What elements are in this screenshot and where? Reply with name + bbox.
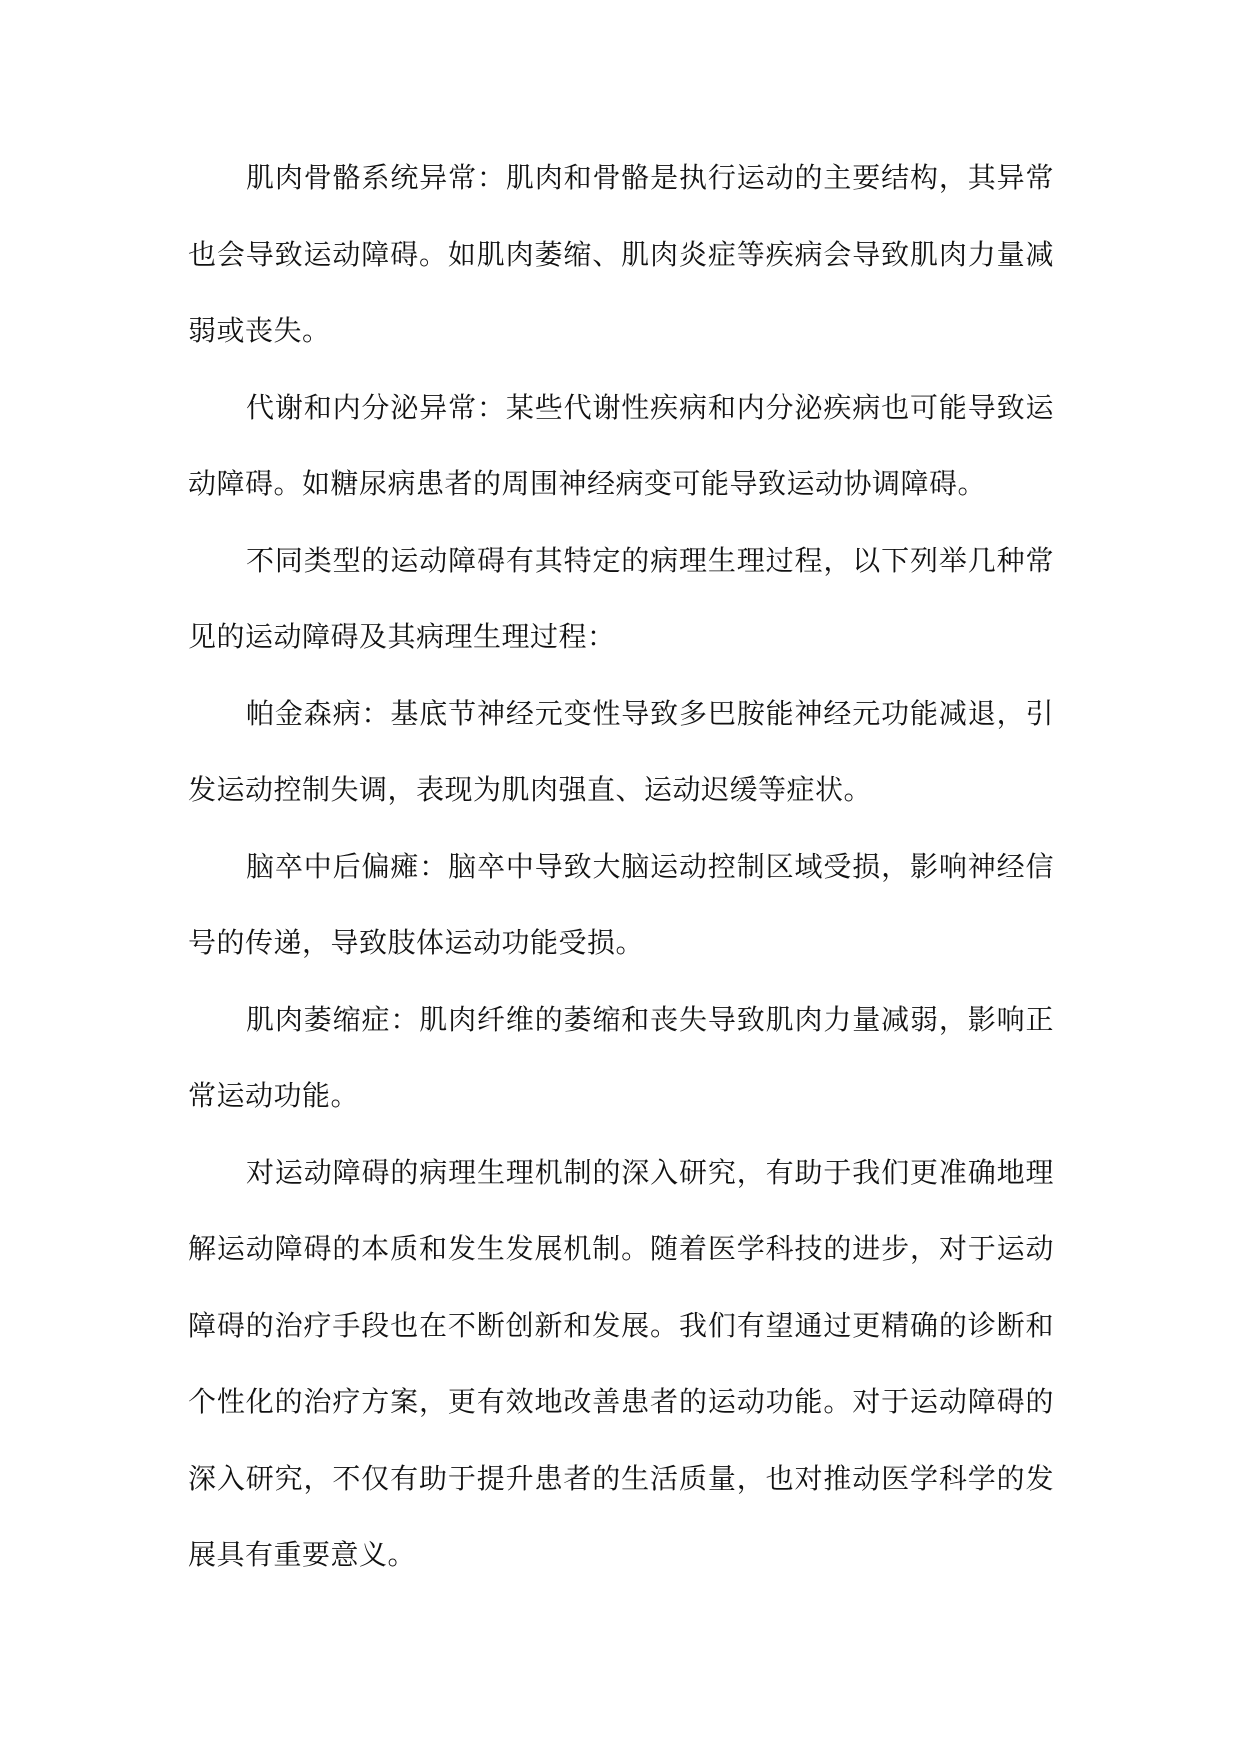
paragraph-metabolic-endocrine: 代谢和内分泌异常：某些代谢性疾病和内分泌疾病也可能导致运动障碍。如糖尿病患者的周围神经病变可能导致运动协调障碍。 <box>188 390 1054 500</box>
paragraph-stroke-hemiplegia: 脑卒中后偏瘫：脑卒中导致大脑运动控制区域受损，影响神经信号的传递，导致肢体运动功能受损。 <box>188 849 1054 959</box>
document-page <box>188 140 1054 1594</box>
paragraph-conclusion: 对运动障碍的病理生理机制的深入研究，有助于我们更准确地理解运动障碍的本质和发生发展机制。随着医学科技的进步，对于运动障碍的治疗手段也在不断创新和发展。我们有望通过更精确的诊断和个性化的治疗方案，更有效地改善患者的运动功能。对于运动障碍的深入研究，不仅有助于提升患者的生活质量，也对推动医学科学的发展具有重要意义。 <box>188 1155 1054 1571</box>
paragraph-parkinsons: 帕金森病：基底节神经元变性导致多巴胺能神经元功能减退，引发运动控制失调，表现为肌肉强直、运动迟缓等症状。 <box>188 696 1054 806</box>
paragraph-types-intro: 不同类型的运动障碍有其特定的病理生理过程，以下列举几种常见的运动障碍及其病理生理过程： <box>188 543 1054 653</box>
paragraph-muscular-atrophy: 肌肉萎缩症：肌肉纤维的萎缩和丧失导致肌肉力量减弱，影响正常运动功能。 <box>188 1002 1054 1112</box>
paragraph-musculoskeletal: 肌肉骨骼系统异常：肌肉和骨骼是执行运动的主要结构，其异常也会导致运动障碍。如肌肉萎缩、肌肉炎症等疾病会导致肌肉力量减弱或丧失。 <box>188 161 1054 347</box>
